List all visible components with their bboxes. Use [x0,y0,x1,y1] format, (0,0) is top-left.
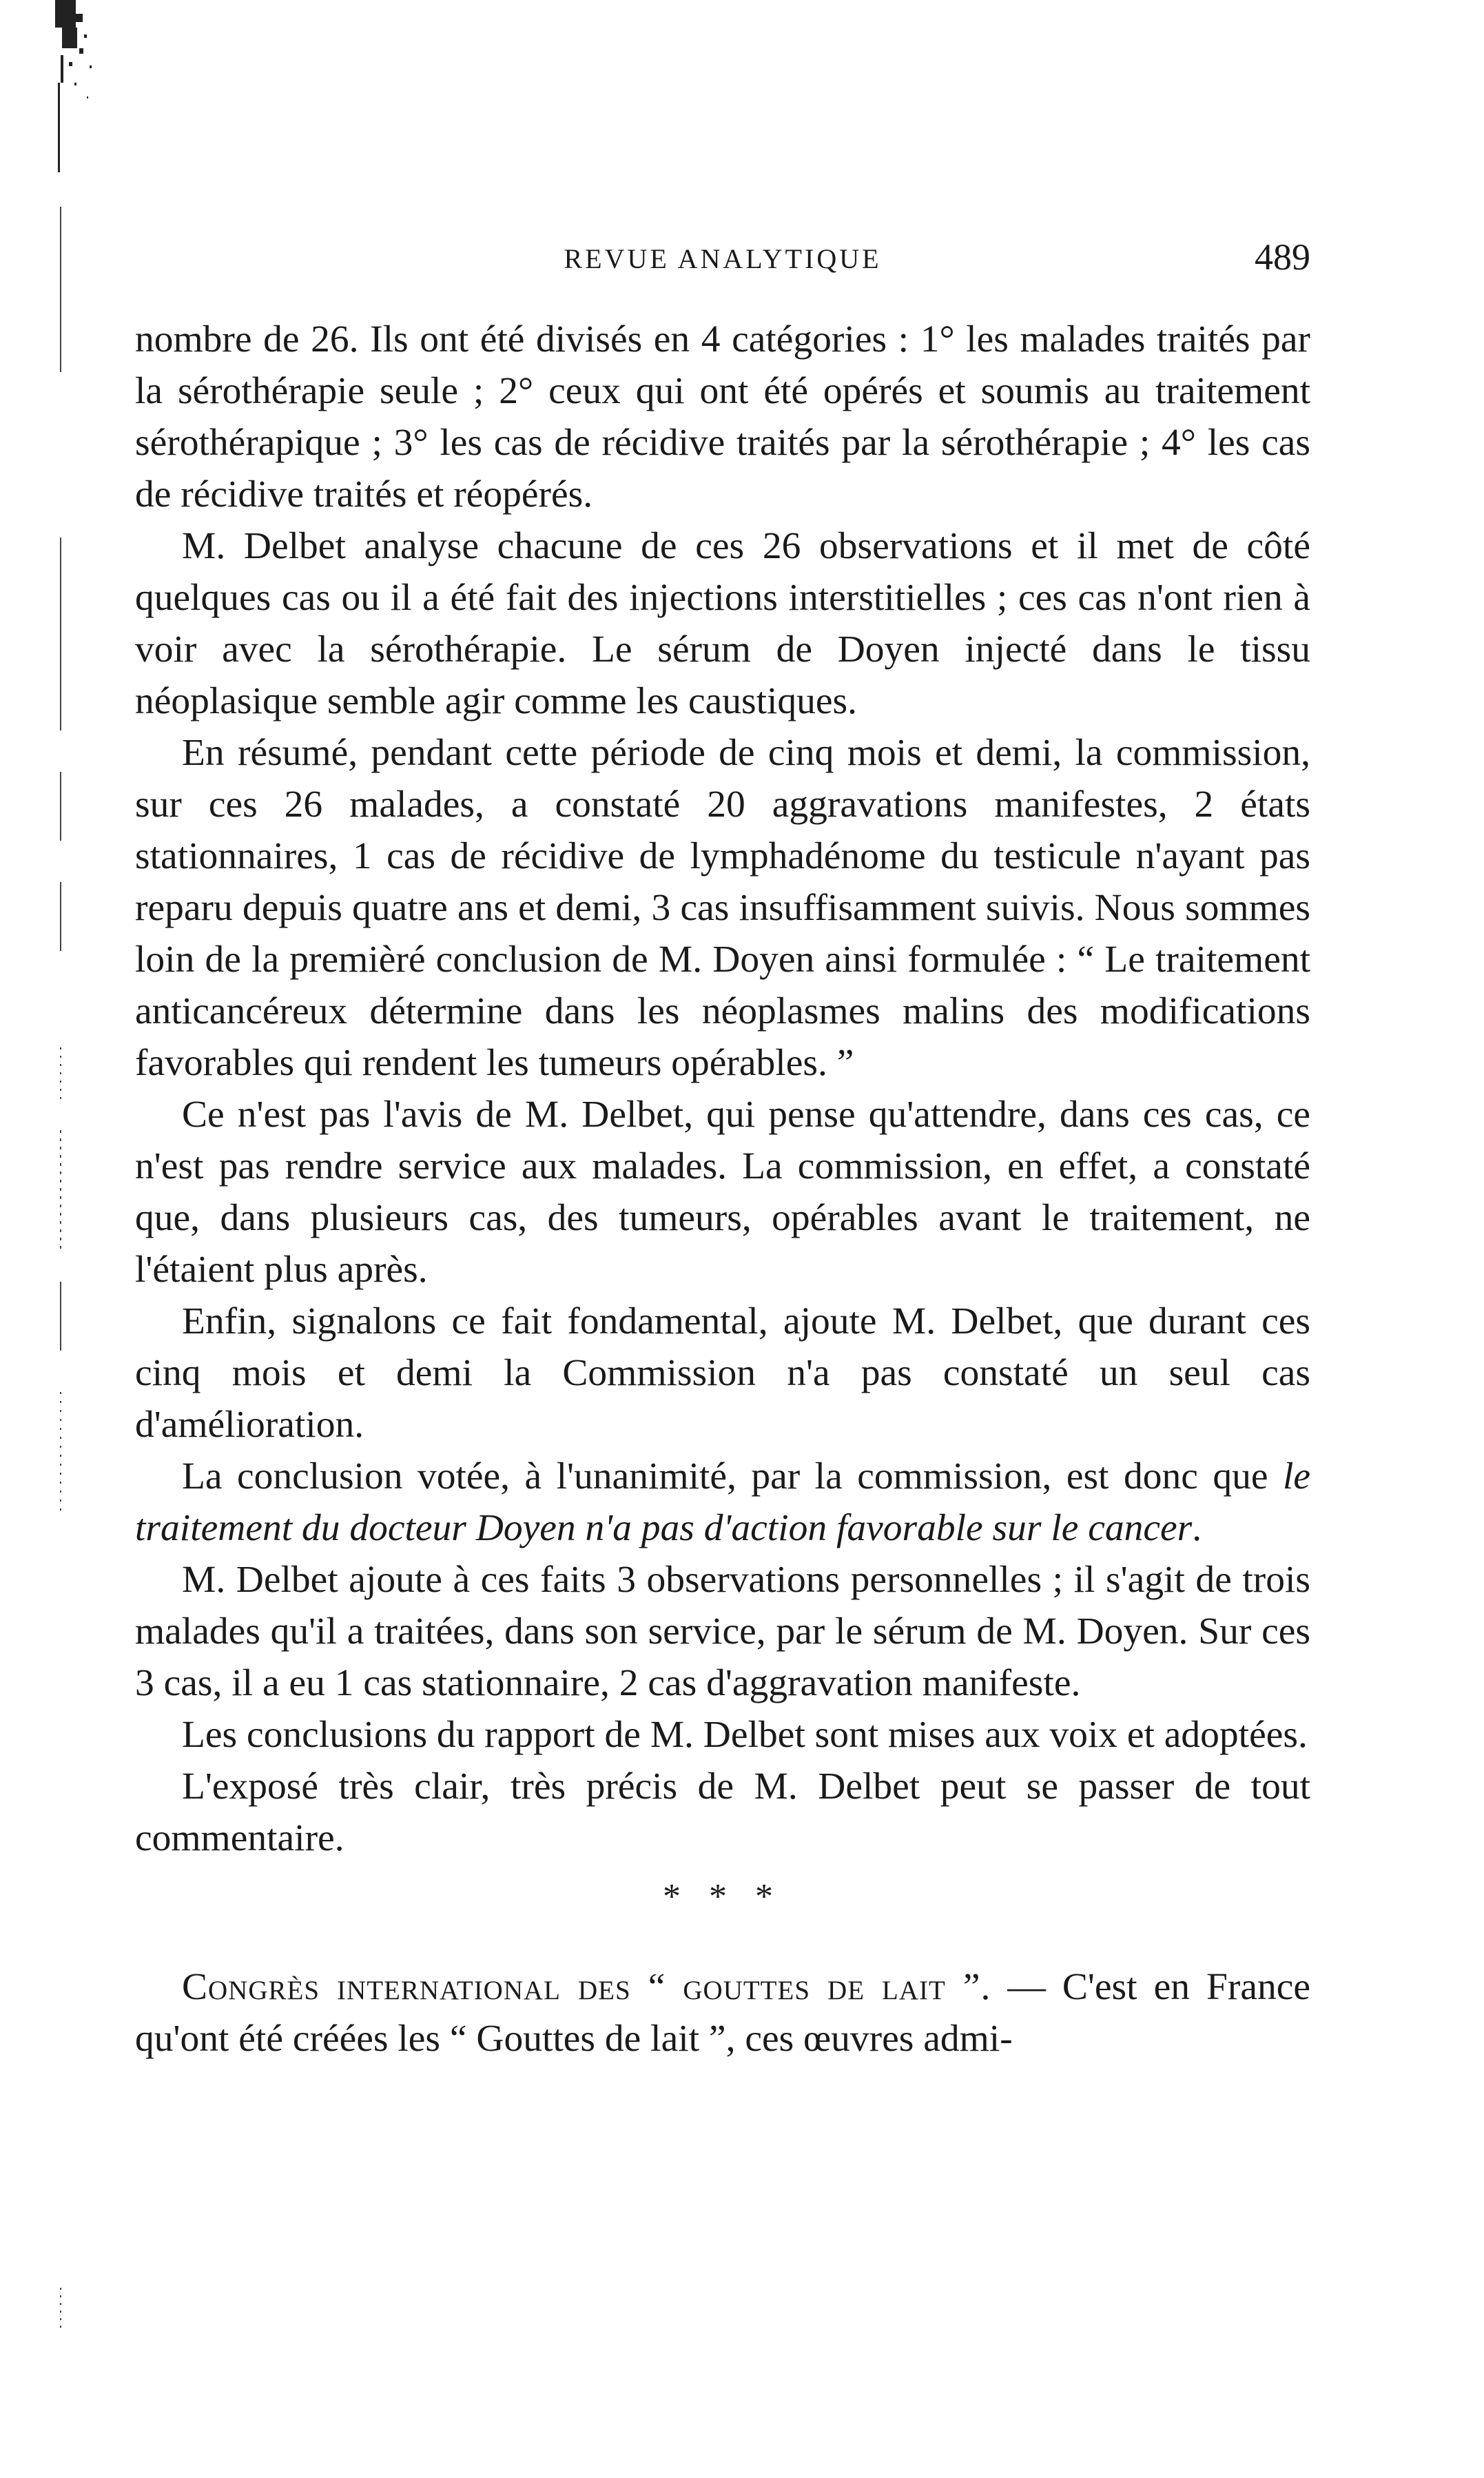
paragraph: M. Delbet ajoute à ces faits 3 observations personnelles ; il s'agit de trois malades qu'il a traitées, dans son service, par le sérum de M. Doyen. Sur ces 3 cas, il a eu 1 cas stationnaire, 2 cas d'aggravation manifeste. [135,1559,1310,1704]
paragraph-conclusion [135,1451,1310,1554]
paragraph-congress [135,1961,1310,2065]
section-separator: * * * [663,1877,783,1916]
congress-heading: Congrès international des “ gouttes de lait ”. [182,1966,991,2008]
running-title: REVUE ANALYTIQUE [564,243,882,274]
article-body [135,314,1310,2065]
paragraph: Les conclusions du rapport de M. Delbet sont mises aux voix et adoptées. [182,1714,1308,1756]
congress-dash: — [991,1966,1062,2008]
paragraph: Ce n'est pas l'avis de M. Delbet, qui pense qu'attendre, dans ces cas, ce n'est pas rendre service aux malades. La commission, en effet, a constaté que, dans plusieurs cas, des tumeurs, opérables avant le traitement, ne l'étaient plus après. [135,1094,1310,1291]
page-edge-speckle [41,0,179,179]
running-header [135,229,1310,291]
conclusion-lead: La conclusion votée, à l'unanimité, par la commission, est donc que [182,1455,1283,1497]
page-edge-margin-marks [58,207,63,2343]
conclusion-end: . [1192,1507,1202,1549]
page-number: 489 [1255,236,1310,278]
paragraph: Enfin, signalons ce fait fondamental, ajoute M. Delbet, que durant ces cinq mois et demi la Commission n'a pas constaté un seul cas d'amélioration. [135,1300,1310,1446]
paragraph: L'exposé très clair, très précis de M. Delbet peut se passer de tout commentaire. [135,1765,1310,1859]
paragraph: En résumé, pendant cette période de cinq mois et demi, la commission, sur ces 26 malades, a constaté 20 aggravations manifestes, 2 états stationnaires, 1 cas de récidive de lymphadénome du testicule n'ayant pas reparu depuis quatre ans et demi, 3 cas insuffisamment suivis. Nous sommes loin de la premièré conclusion de M. Doyen ainsi formulée : “ Le traitement anticancéreux détermine dans les néoplasmes malins des modifications favorables qui rendent les tumeurs opérables. ” [135,732,1310,1084]
paragraph: nombre de 26. Ils ont été divisés en 4 catégories : 1° les malades traités par la sérothérapie seule ; 2° ceux qui ont été opérés et soumis au traitement sérothérapique ; 3° les cas de récidive traités par la sérothérapie ; 4° les cas de récidive traités et réopérés. [135,318,1310,515]
paragraph: M. Delbet analyse chacune de ces 26 observations et il met de côté quelques cas ou il a été fait des injections interstitielles ; ces cas n'ont rien à voir avec la sérothérapie. Le sérum de Doyen injecté dans le tissu néoplasique semble agir comme les caustiques. [135,525,1310,722]
conclusion-italic: le traitement du docteur Doyen n'a pas d'action favorable sur le cancer [135,1455,1310,1549]
congress-text: C'est en France qu'ont été créées les “ Gouttes de lait ”, ces œuvres admi- [135,1966,1310,2060]
